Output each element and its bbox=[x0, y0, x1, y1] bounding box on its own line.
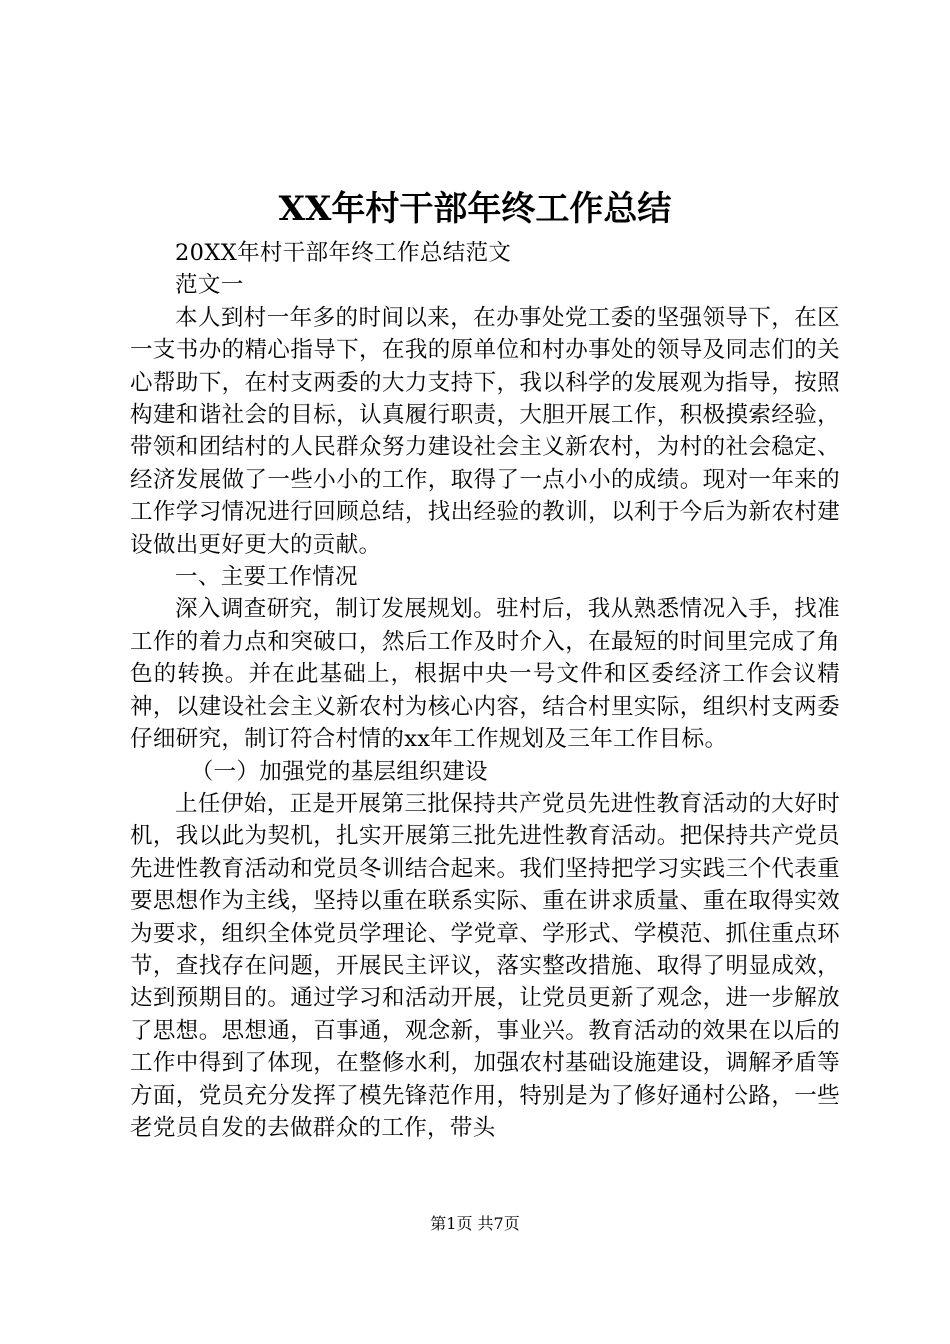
intro-paragraph: 本人到村一年多的时间以来，在办事处党工委的坚强领导下，在区一支书办的精心指导下，在我的原单位和村办事处的领导及同志们的关心帮助下，在村支两委的大力支持下，我以科学的发展观为指导，按照构建和谐社会的目标，认真履行职责，大胆开展工作，积极摸索经验，带领和团结村的人民群众努力建设社会主义新农村，为村的社会稳定、经济发展做了一些小小的工作，取得了一点小小的成绩。现对一年来的工作学习情况进行回顾总结，找出经验的教训，以利于今后为新农村建设做出更好更大的贡献。 bbox=[130, 304, 840, 558]
page-number-footer: 第1页 共7页 bbox=[430, 1214, 520, 1233]
section-label-paragraph: 范文一 bbox=[175, 272, 244, 299]
subsection-heading-paragraph: （一）加强党的基层组织建设 bbox=[190, 758, 488, 785]
party-building-paragraph: 上任伊始，正是开展第三批保持共产党员先进性教育活动的大好时机，我以此为契机，扎实开展第三批先进性教育活动。把保持共产党员先进性教育活动和党员冬训结合起来。我们坚持把学习实践三个代表重要思想作为主线，坚持以重在联系实际、重在讲求质量、重在取得实效为要求，组织全体党员学理论、学党章、学形式、学模范、抓住重点环节，查找存在问题，开展民主评议，落实整改措施、取得了明显成效，达到预期目的。通过学习和活动开展，让党员更新了观念，进一步解放了思想。思想通，百事通，观念新，事业兴。教育活动的效果在以后的工作中得到了体现，在整修水利，加强农村基础设施建设，调解矛盾等方面，党员充分发挥了模先锋范作用，特别是为了修好通村公路，一些老党员自发的去做群众的工作，带头 bbox=[130, 790, 840, 1141]
planning-paragraph: 深入调查研究，制订发展规划。驻村后，我从熟悉情况入手，找准工作的着力点和突破口，然后工作及时介入，在最短的时间里完成了角色的转换。并在此基础上，根据中央一号文件和区委经济工作会议精神，以建设社会主义新农村为核心内容，结合村里实际，组织村支两委仔细研究，制订符合村情的xx年工作规划及三年工作目标。 bbox=[130, 596, 840, 753]
document-title: XX年村干部年终工作总结 bbox=[278, 189, 672, 229]
document-body bbox=[130, 237, 840, 1144]
section-heading-paragraph: 一、主要工作情况 bbox=[175, 564, 358, 591]
subtitle-paragraph: 20XX年村干部年终工作总结范文 bbox=[175, 240, 512, 266]
